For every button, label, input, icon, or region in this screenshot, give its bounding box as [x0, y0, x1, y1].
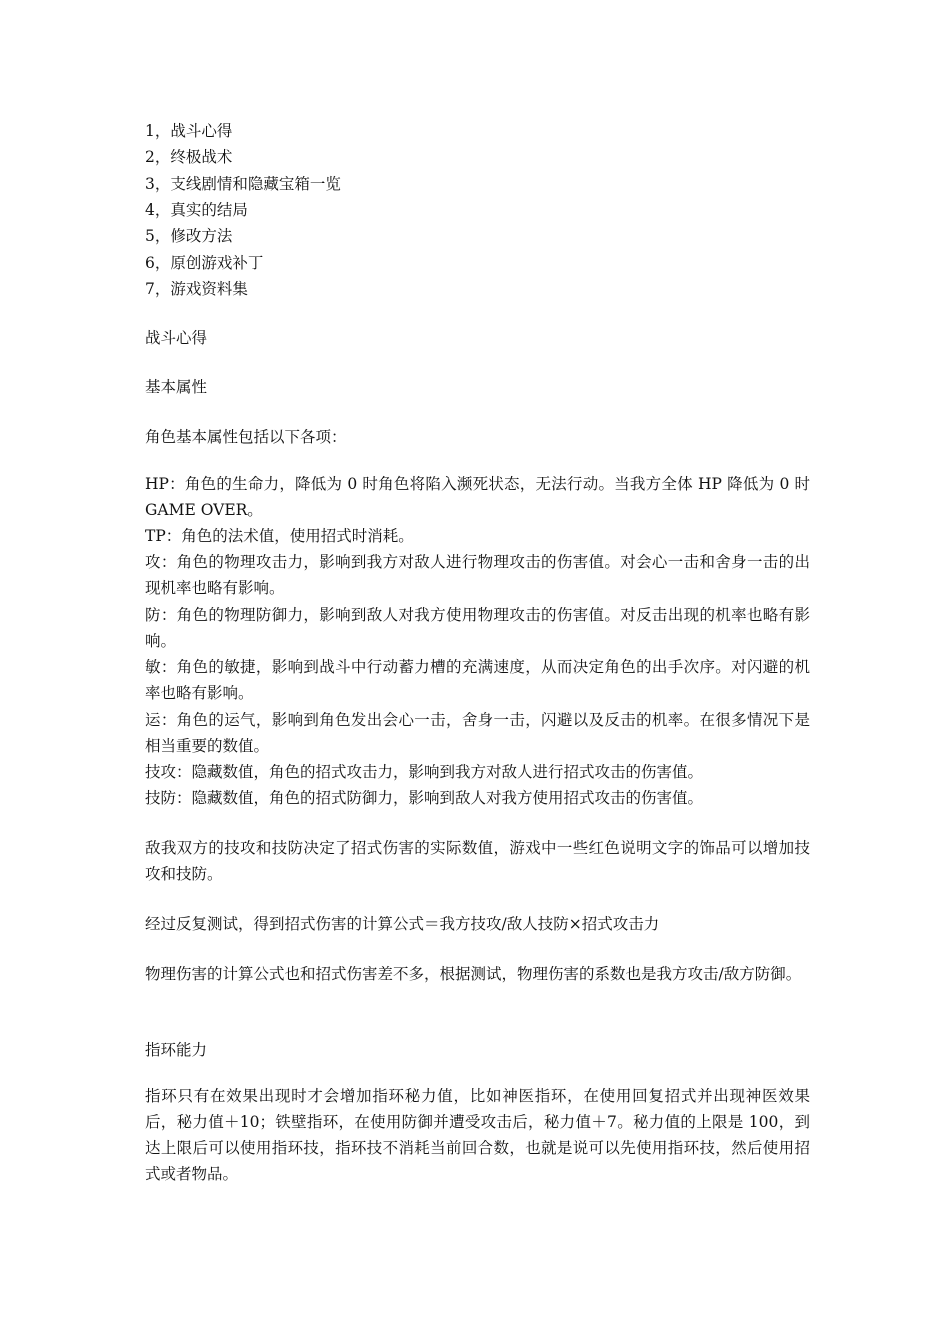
section-title: 战斗心得 [145, 329, 208, 347]
toc-item: 1，战斗心得 [145, 122, 233, 140]
formula-paragraph: 经过反复测试，得到招式伤害的计算公式＝我方技攻/敌人技防×招式攻击力 [145, 915, 660, 933]
skill-paragraph: 敌我双方的技攻和技防决定了招式伤害的实际数值，游戏中一些红色说明文字的饰品可以增加技攻和技防。 [145, 839, 810, 883]
toc-item: 4，真实的结局 [145, 201, 248, 219]
physical-paragraph: 物理伤害的计算公式也和招式伤害差不多，根据测试，物理伤害的系数也是我方攻击/敌方防御。 [145, 965, 802, 983]
toc-item: 6，原创游戏补丁 [145, 254, 264, 272]
subsection-title: 指环能力 [145, 1041, 208, 1059]
attribute-agility: 敏：角色的敏捷，影响到战斗中行动蓄力槽的充满速度，从而决定角色的出手次序。对闪避的机率也略有影响。 [145, 658, 810, 702]
attribute-hp: HP：角色的生命力，降低为 0 时角色将陷入濒死状态，无法行动。当我方全体 HP 降低为 0 时 GAME OVER。 [145, 475, 810, 519]
attribute-defense: 防：角色的物理防御力，影响到敌人对我方使用物理攻击的伤害值。对反击出现的机率也略有影响。 [145, 606, 810, 650]
toc-item: 5，修改方法 [145, 227, 233, 245]
toc-item: 2，终极战术 [145, 148, 233, 166]
subsection-title: 基本属性 [145, 378, 208, 396]
attribute-tp: TP：角色的法术值，使用招式时消耗。 [145, 527, 414, 545]
ring-paragraph: 指环只有在效果出现时才会增加指环秘力值，比如神医指环，在使用回复招式并出现神医效果后，秘力值＋10；铁壁指环，在使用防御并遭受攻击后，秘力值＋7。秘力值的上限是 100，到达上限后可以使用指环技，指环技不消耗当前回合数，也就是说可以先使用指环技，然后使用招式或者物品。 [145, 1087, 810, 1183]
attribute-skill-attack: 技攻：隐藏数值，角色的招式攻击力，影响到我方对敌人进行招式攻击的伤害值。 [145, 763, 704, 781]
toc-item: 7，游戏资料集 [145, 280, 248, 298]
attribute-skill-defense: 技防：隐藏数值，角色的招式防御力，影响到敌人对我方使用招式攻击的伤害值。 [145, 789, 704, 807]
intro-text: 角色基本属性包括以下各项： [145, 428, 347, 446]
toc-item: 3，支线剧情和隐藏宝箱一览 [145, 175, 341, 193]
attribute-attack: 攻：角色的物理攻击力，影响到我方对敌人进行物理攻击的伤害值。对会心一击和舍身一击的出现机率也略有影响。 [145, 553, 810, 597]
attribute-luck: 运：角色的运气，影响到角色发出会心一击，舍身一击，闪避以及反击的机率。在很多情况下是相当重要的数值。 [145, 711, 810, 755]
